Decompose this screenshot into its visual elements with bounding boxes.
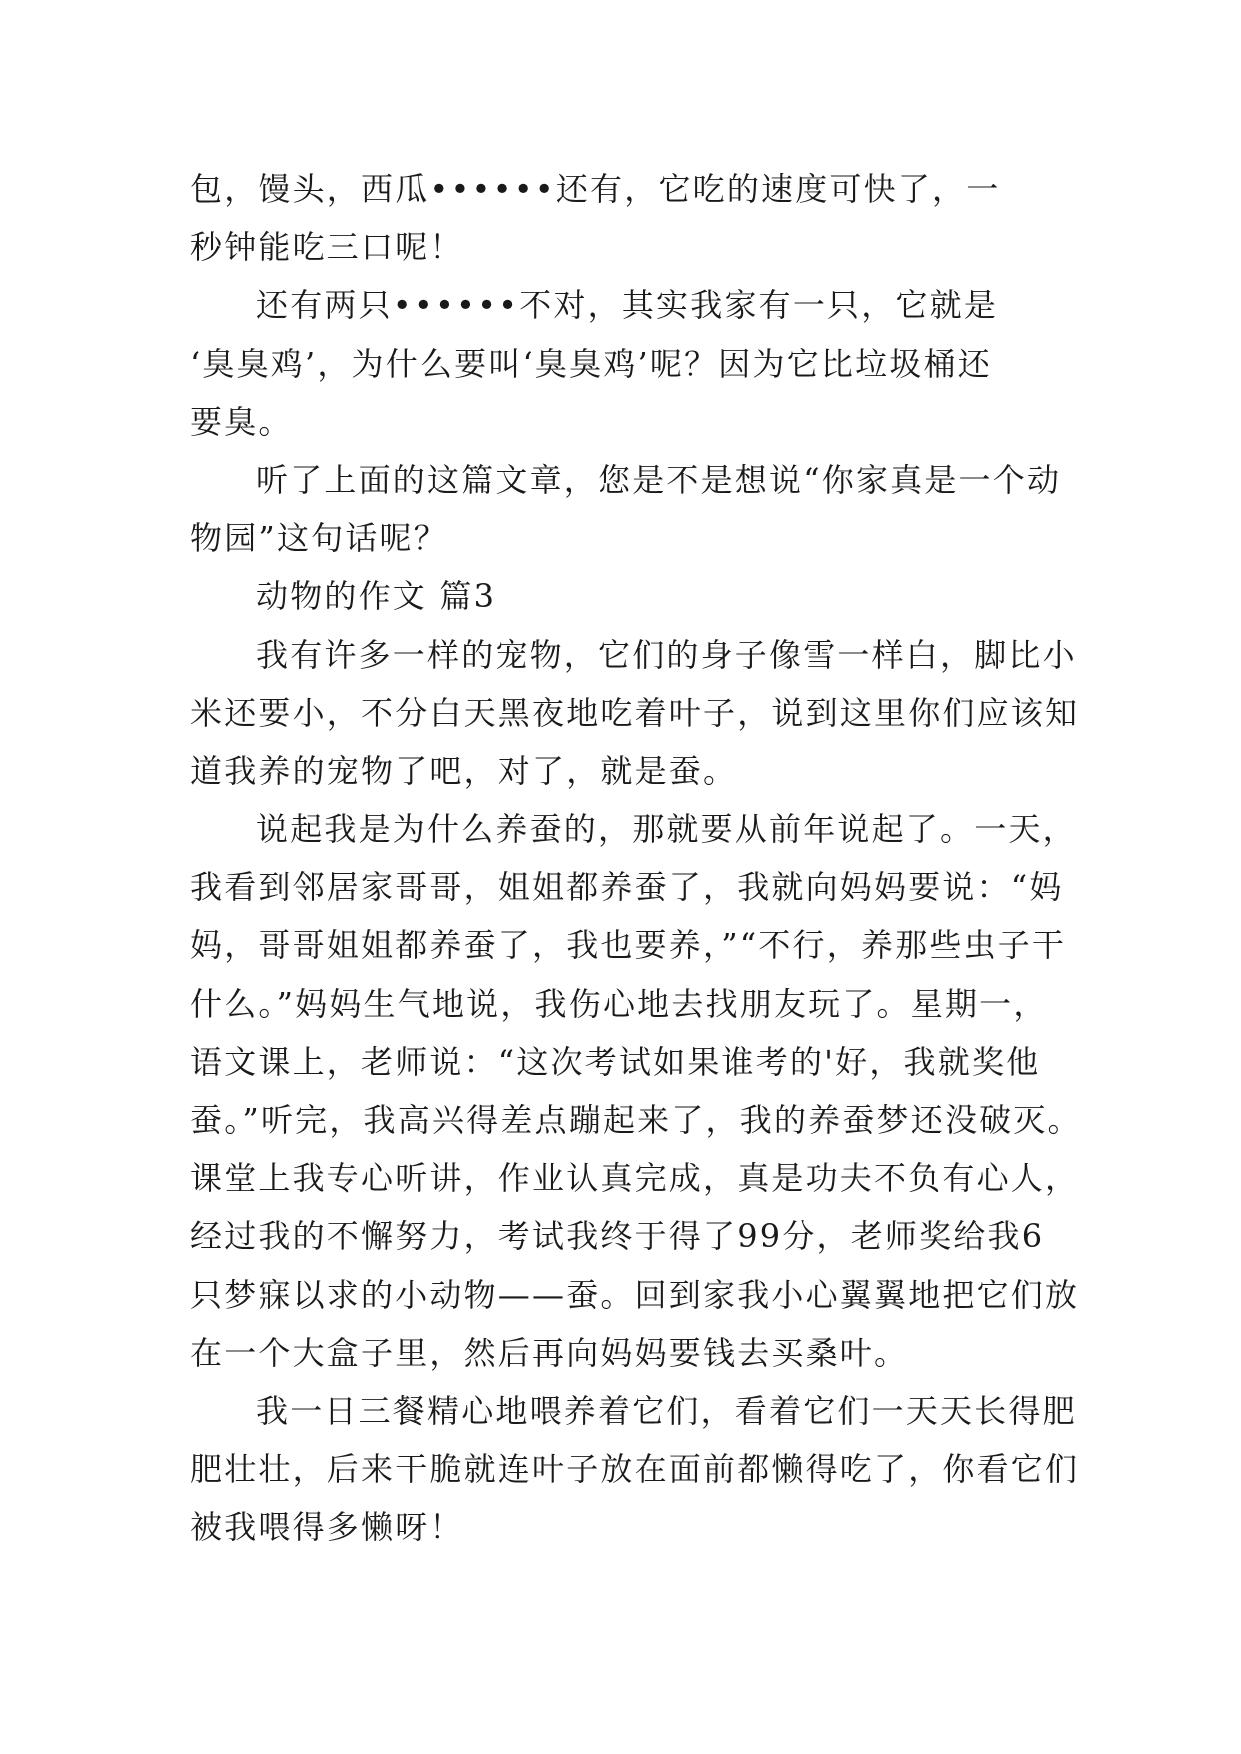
- text-line: 只梦寐以求的小动物——蚕。回到家我小心翼翼地把它们放: [190, 1275, 1080, 1314]
- text-line: 道我养的宠物了吧，对了，就是蚕。: [190, 751, 738, 790]
- section-heading: 动物的作文 篇3: [256, 577, 497, 616]
- text-line: 包，馒头，西瓜••••••还有，它吃的速度可快了，一: [190, 170, 1001, 208]
- text-line: 在一个大盒子里，然后再向妈妈要钱去买桑叶。: [190, 1333, 909, 1372]
- text-line: 课堂上我专心听讲，作业认真完成，真是功夫不负有心人，: [190, 1159, 1080, 1198]
- text-line: 语文课上，老师说：“这次考试如果谁考的'好，我就奖他: [190, 1042, 1041, 1081]
- text-line: 什么。”妈妈生气地说，我伤心地去找朋友玩了。星期一，: [190, 984, 1048, 1023]
- text-line: 经过我的不懈努力，考试我终于得了99分，老师奖给我6: [190, 1217, 1045, 1256]
- text-line: 还有两只••••••不对，其实我家有一只，它就是: [256, 286, 999, 325]
- text-line: 米还要小，不分白天黑夜地吃着叶子，说到这里你们应该知: [190, 693, 1080, 732]
- text-line: 要臭。: [190, 402, 293, 441]
- text-line: ‘臭臭鸡’，为什么要叫‘臭臭鸡’呢？因为它比垃圾桶还: [190, 344, 992, 383]
- essay-text: [190, 160, 1082, 1557]
- text-line: 物园”这句话呢？: [190, 519, 448, 558]
- text-line: 秒钟能吃三口呢！: [190, 228, 464, 267]
- text-line: 听了上面的这篇文章，您是不是想说“你家真是一个动: [256, 460, 1062, 499]
- text-line: 我看到邻居家哥哥，姐姐都养蚕了，我就向妈妈要说：“妈: [190, 868, 1064, 907]
- text-line: 蚕。”听完，我高兴得差点蹦起来了，我的养蚕梦还没破灭。: [190, 1101, 1082, 1139]
- text-line: 说起我是为什么养蚕的，那就要从前年说起了。一天，: [256, 810, 1077, 849]
- text-line: 妈，哥哥姐姐都养蚕了，我也要养，”“不行，养那些虫子干: [190, 926, 1067, 965]
- text-line: 肥壮壮，后来干脆就连叶子放在面前都懒得吃了，你看它们: [190, 1450, 1080, 1489]
- text-line: 我一日三餐精心地喂养着它们，看着它们一天天长得肥: [256, 1391, 1077, 1430]
- text-line: 我有许多一样的宠物，它们的身子像雪一样白，脚比小: [256, 635, 1077, 674]
- text-line: 被我喂得多懒呀！: [190, 1508, 464, 1547]
